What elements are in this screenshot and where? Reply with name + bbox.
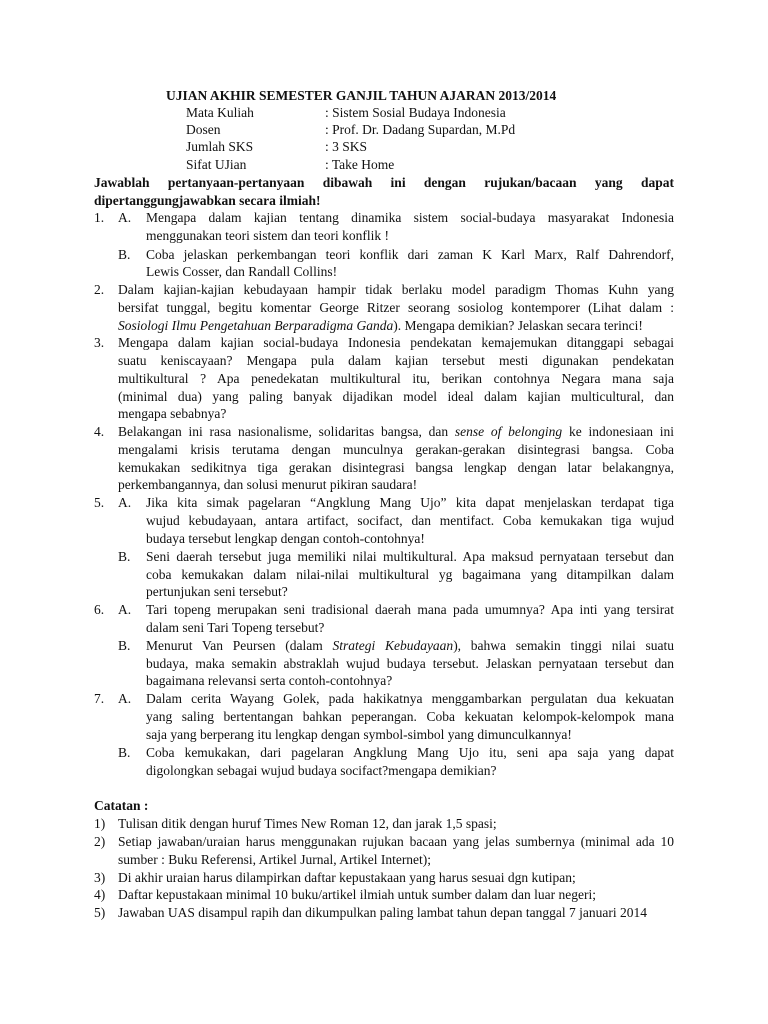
q6-b-line-2: budaya, maka semakin abstraklah wujud budaya tersebut. Jelaskan pernyataan tersebut dan [146, 656, 674, 671]
q5-b-line-2: coba kemukakan dalam nilai-nilai multikultural yg bagaimana yang ditampilkan dalam [146, 567, 674, 582]
note-5-number: 5) [94, 905, 106, 920]
q6-a-line-1: Tari topeng merupakan seni tradisional daerah mana pada umumnya? Apa inti yang tersirat [146, 602, 674, 617]
q3-number: 3. [94, 335, 105, 350]
note-4-number: 4) [94, 887, 106, 902]
q5-b-line-3: pertunjukan seni tersebut? [146, 584, 288, 599]
q6-a-marker: A. [118, 602, 132, 617]
q4-line-4: perkembangannya, dan solusi menurut pikiran saudara! [118, 477, 418, 492]
q2-line-3 [118, 317, 643, 335]
q5-a-line-3: budaya tersebut lengkap dengan contoh-contohnya! [146, 531, 425, 546]
note-3-line-1: Di akhir uraian harus dilampirkan daftar kepustakaan yang harus sesuai dgn kutipan; [118, 870, 576, 885]
q1-b-line-1: Coba jelaskan perkembangan teori konflik dari zaman K Karl Marx, Ralf Dahrendorf, [146, 247, 674, 262]
notes-title: Catatan : [94, 798, 149, 813]
q3-line-2: suatu keniscayaan? Mengapa pula dalam kajian tersebut mesti digunakan pendekatan [118, 353, 674, 368]
q5-a-marker: A. [118, 495, 132, 510]
q1-a-line-1: Mengapa dalam kajian tentang dinamika sistem social-budaya masyarakat Indonesia [146, 210, 674, 225]
q1-a-line-2: menggunakan teori sistem dan teori konflik ! [146, 228, 389, 243]
info-value-credits: : 3 SKS [325, 139, 368, 154]
q4-italic-phrase: sense of belonging [454, 424, 563, 439]
q4-line-3: kemukakan sedikitnya tiga gerakan disintegrasi bangsa lengkap dengan latar belakangnya, [118, 460, 674, 475]
q4-line-1 [118, 423, 674, 441]
q2-line-1: Dalam kajian-kajian kebudayaan hampir tidak berlaku model paradigm Thomas Kuhn yang [118, 282, 674, 297]
q7-number: 7. [94, 691, 105, 706]
q7-b-marker: B. [118, 745, 131, 760]
q4-line-1-post: ke indonesiaan ini [562, 424, 674, 439]
q7-a-line-2: yang saling bertentangan bahkan peperangan. Coba kekuatan kelompok-kelompok mana [146, 709, 674, 724]
instruction-line-2: dipertanggungjawabkan secara ilmiah! [94, 193, 321, 208]
q6-b-line-1-pre: Menurut Van Peursen (dalam [146, 638, 333, 653]
q5-a-line-2: wujud kebudayaan, antara artifact, socifact, dan mentifact. Coba kemukakan tiga wujud [146, 513, 674, 528]
instruction-line-1: Jawablah pertanyaan-pertanyaan dibawah ini dengan rujukan/bacaan yang dapat [94, 175, 674, 190]
note-2-line-1: Setiap jawaban/uraian harus menggunakan rujukan bacaan yang jelas sumbernya (minimal ada 10 [118, 834, 674, 849]
q3-line-5: mengapa sebabnya? [118, 406, 227, 421]
q5-number: 5. [94, 495, 105, 510]
q6-a-line-2: dalam seni Tari Topeng tersebut? [146, 620, 325, 635]
note-2-line-2: sumber : Buku Referensi, Artikel Jurnal, Artikel Internet); [118, 852, 432, 867]
note-2-number: 2) [94, 834, 106, 849]
q2-line-2: bersifat tunggal, begitu komentar George Ritzer seorang sosiolog kontemporer (Lihat dalam : [118, 300, 674, 315]
q3-line-3: multikultural ? Apa penedekatan multikultural itu, berikan contohnya Negara mana saja [118, 371, 674, 386]
q3-line-4: (minimal dua) yang paling banyak dijadikan model ideal dalam kajian multicultural, dan [118, 389, 674, 404]
q6-b-marker: B. [118, 638, 131, 653]
q7-a-line-3: saja yang berperang itu lengkap dengan symbol-simbol yang dimunculkannya! [146, 727, 572, 742]
q2-number: 2. [94, 282, 105, 297]
q6-number: 6. [94, 602, 105, 617]
q6-b-line-3: bagaimana relevansi serta contoh-contohnya? [146, 673, 393, 688]
note-1-number: 1) [94, 816, 106, 831]
note-1-line-1: Tulisan ditik dengan huruf Times New Roman 12, dan jarak 1,5 spasi; [118, 816, 497, 831]
exam-title: UJIAN AKHIR SEMESTER GANJIL TAHUN AJARAN 2013/2014 [166, 88, 557, 103]
q5-b-marker: B. [118, 549, 131, 564]
info-label-lecturer: Dosen [186, 122, 221, 137]
q5-a-line-1: Jika kita simak pagelaran “Angklung Mang Ujo” kita dapat menjelaskan terdapat tiga [146, 495, 674, 510]
info-label-credits: Jumlah SKS [186, 139, 254, 154]
q7-a-marker: A. [118, 691, 132, 706]
info-value-lecturer: : Prof. Dr. Dadang Supardan, M.Pd [325, 122, 516, 137]
info-label-nature: Sifat UJian [186, 157, 247, 172]
q7-b-line-1: Coba kemukakan, dari pagelaran Angklung Mang Ujo itu, seni apa saja yang dapat [146, 745, 674, 760]
q5-b-line-1: Seni daerah tersebut juga memiliki nilai multikultural. Apa maksud pernyataan tersebut dan [146, 549, 674, 564]
note-3-number: 3) [94, 870, 106, 885]
q6-b-line-1 [146, 637, 674, 655]
q6-book-title: Strategi Kebudayaan [332, 638, 454, 653]
info-label-course: Mata Kuliah [186, 105, 254, 120]
q1-number: 1. [94, 210, 105, 225]
q2-line-3-rest: ). Mengapa demikian? Jelaskan secara terinci! [393, 318, 643, 333]
note-4-line-1: Daftar kepustakaan minimal 10 buku/artikel ilmiah untuk sumber dalam dan luar negeri; [118, 887, 596, 902]
q7-b-line-2: digolongkan sebagai wujud budaya socifact?mengapa demikian? [146, 763, 497, 778]
q1-b-marker: B. [118, 247, 131, 262]
q4-line-1-pre: Belakangan ini rasa nasionalisme, solidaritas bangsa, dan [118, 424, 455, 439]
note-5-line-1: Jawaban UAS disampul rapih dan dikumpulkan paling lambat tahun depan tanggal 7 januari 2014 [118, 905, 648, 920]
info-value-course: : Sistem Sosial Budaya Indonesia [325, 105, 506, 120]
q4-line-2: mengalami krisis terutama dengan munculnya gerakan-gerakan disintegrasi bangsa. Coba [118, 442, 674, 457]
q4-number: 4. [94, 424, 105, 439]
q1-a-marker: A. [118, 210, 132, 225]
q2-book-title: Sosiologi Ilmu Pengetahuan Berparadigma Ganda [118, 318, 394, 333]
q3-line-1: Mengapa dalam kajian social-budaya Indonesia pendekatan kemajemukan ditanggapi sebagai [118, 335, 674, 350]
q6-b-line-1-post: ), bahwa semakin tinggi nilai suatu [453, 638, 674, 653]
info-value-nature: : Take Home [325, 157, 395, 172]
q1-b-line-2: Lewis Cosser, dan Randall Collins! [146, 264, 338, 279]
q7-a-line-1: Dalam cerita Wayang Golek, pada hakikatnya menggambarkan pergulatan dua kekuatan [146, 691, 674, 706]
